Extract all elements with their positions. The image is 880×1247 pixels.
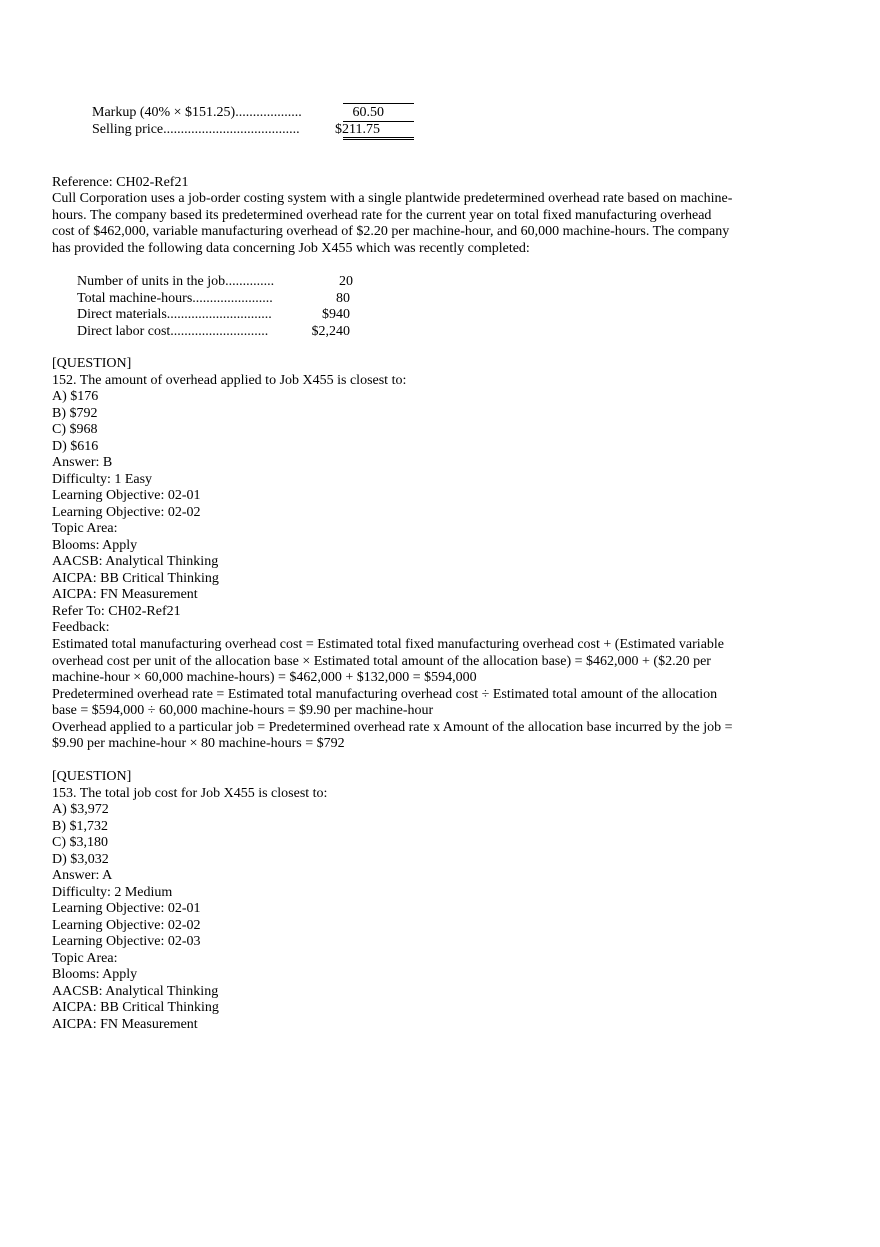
table-row-label: Number of units in the job.............. — [77, 274, 275, 289]
selling-price-value: $211.75 — [335, 122, 380, 137]
aicpa-fn: AICPA: FN Measurement — [52, 587, 198, 602]
table-row-value: 80 — [336, 290, 350, 306]
answer-option: B) $1,732 — [52, 818, 108, 834]
question-text: 152. The amount of overhead applied to Job X455 is closest to: — [52, 372, 407, 388]
difficulty: Difficulty: 2 Medium — [52, 884, 173, 900]
question-tag: [QUESTION] — [52, 356, 132, 371]
calc-double-rule — [343, 137, 414, 140]
aicpa-bb: AICPA: BB Critical Thinking — [52, 1000, 219, 1015]
answer-option: B) $792 — [52, 405, 98, 421]
topic-area: Topic Area: — [52, 950, 118, 966]
reference-paragraph-line: cost of $462,000, variable manufacturing overhead of $2.20 per machine-hour, and 60,000 machine-hours. The company — [52, 224, 730, 239]
table-row-label: Total machine-hours....................... — [77, 290, 273, 306]
learning-objective: Learning Objective: 02-03 — [52, 934, 201, 949]
table-row-value: $940 — [322, 307, 350, 322]
answer-key: Answer: A — [52, 868, 113, 883]
table-row-label: Direct materials.............................. — [77, 307, 272, 322]
answer-option: C) $3,180 — [52, 835, 108, 850]
answer-option: D) $3,032 — [52, 851, 109, 867]
learning-objective: Learning Objective: 02-01 — [52, 901, 201, 916]
answer-option: A) $176 — [52, 389, 99, 404]
table-row-label: Direct labor cost............................ — [77, 323, 269, 339]
reference-paragraph-line: Cull Corporation uses a job-order costing system with a single plantwide predetermined overhead rate based on machine- — [52, 191, 733, 206]
reference-paragraph-line: hours. The company based its predetermined overhead rate for the current year on total fixed manufacturing overhead — [52, 207, 712, 223]
learning-objective: Learning Objective: 02-02 — [52, 504, 201, 520]
feedback-line: Overhead applied to a particular job = Predetermined overhead rate x Amount of the allocation base incurred by the job = — [52, 719, 733, 735]
answer-option: A) $3,972 — [52, 802, 109, 817]
topic-area: Topic Area: — [52, 521, 118, 536]
aacsb: AACSB: Analytical Thinking — [52, 983, 219, 999]
blooms: Blooms: Apply — [52, 967, 138, 982]
difficulty: Difficulty: 1 Easy — [52, 471, 153, 487]
aacsb: AACSB: Analytical Thinking — [52, 554, 219, 569]
calc-top-rule — [343, 103, 414, 104]
feedback-line: Estimated total manufacturing overhead cost = Estimated total fixed manufacturing overhead cost + (Estimated variable — [52, 637, 725, 652]
feedback-line: overhead cost per unit of the allocation base × Estimated total amount of the allocation base) = $462,000 + ($2.20 per — [52, 653, 711, 669]
table-row-value: 20 — [339, 274, 353, 289]
selling-price-label: Selling price....................................... — [92, 122, 300, 137]
answer-key: Answer: B — [52, 455, 113, 470]
answer-option: D) $616 — [52, 438, 99, 454]
feedback-line: $9.90 per machine-hour × 80 machine-hours = $792 — [52, 736, 345, 751]
answer-option: C) $968 — [52, 422, 98, 437]
feedback-label: Feedback: — [52, 620, 110, 635]
markup-label: Markup (40% × $151.25)................... — [92, 105, 302, 120]
question-text: 153. The total job cost for Job X455 is closest to: — [52, 785, 328, 801]
learning-objective: Learning Objective: 02-01 — [52, 488, 201, 503]
reference-paragraph-line: has provided the following data concerning Job X455 which was recently completed: — [52, 240, 530, 256]
question-tag: [QUESTION] — [52, 769, 132, 784]
refer-to: Refer To: CH02-Ref21 — [52, 603, 181, 619]
feedback-line: base = $594,000 ÷ 60,000 machine-hours = $9.90 per machine-hour — [52, 703, 434, 718]
feedback-line: Predetermined overhead rate = Estimated total manufacturing overhead cost ÷ Estimated total amount of the allocation — [52, 686, 718, 702]
table-row-value: $2,240 — [311, 323, 350, 339]
feedback-line: machine-hour × 60,000 machine-hours) = $462,000 + $132,000 = $594,000 — [52, 670, 477, 685]
blooms: Blooms: Apply — [52, 537, 138, 553]
aicpa-bb: AICPA: BB Critical Thinking — [52, 570, 219, 586]
aicpa-fn: AICPA: FN Measurement — [52, 1016, 198, 1032]
learning-objective: Learning Objective: 02-02 — [52, 917, 201, 933]
reference-label: Reference: CH02-Ref21 — [52, 175, 189, 190]
markup-value: 60.50 — [352, 105, 384, 120]
